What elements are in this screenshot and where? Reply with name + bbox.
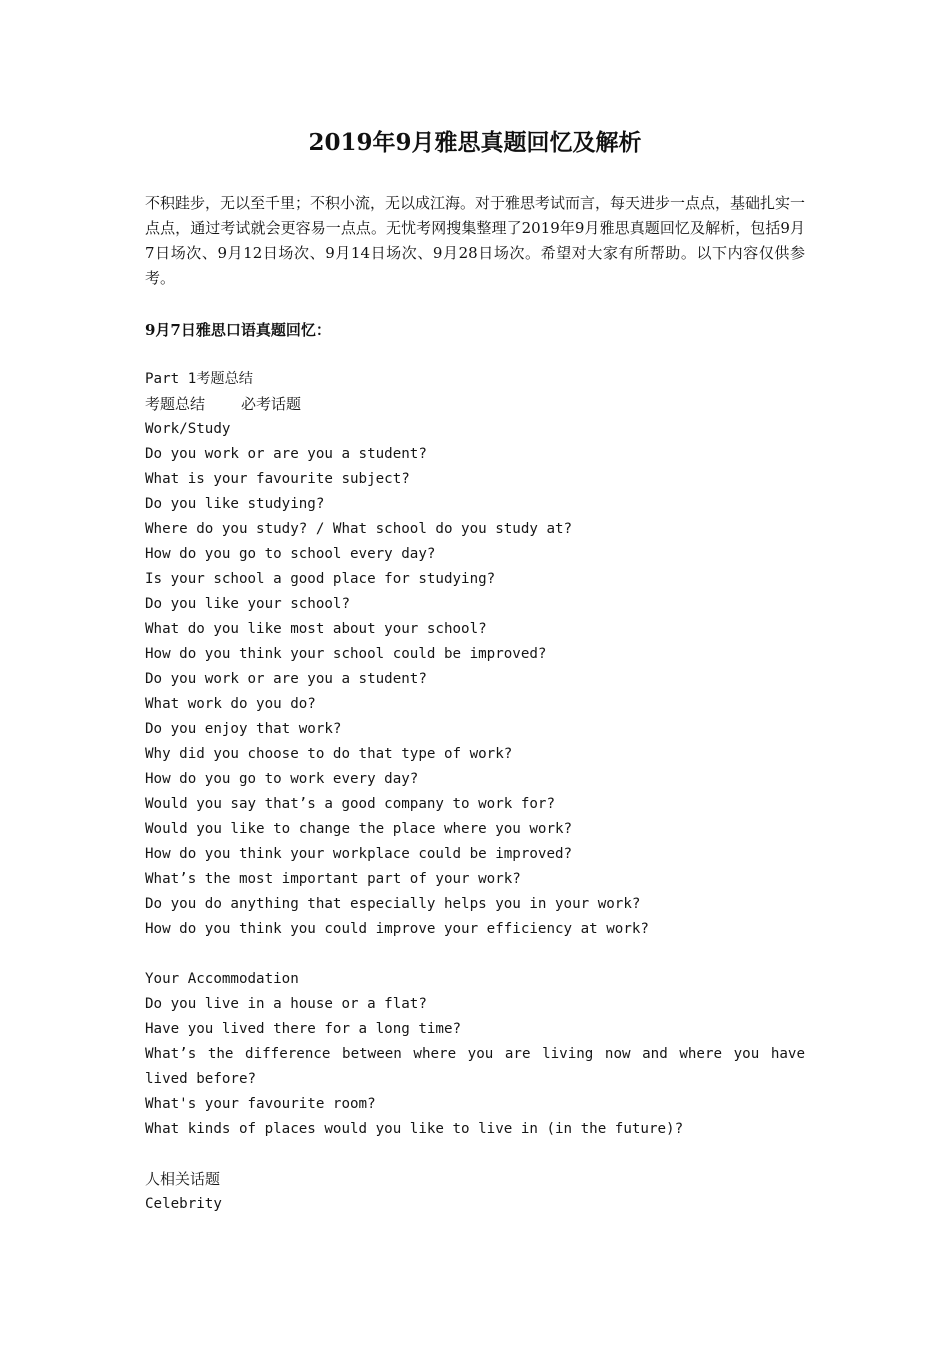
part1-heading: Part 1考题总结 [145,371,253,387]
list-item-continuation: lived before? [145,1071,257,1087]
list-item: What's your favourite room? [145,1096,376,1112]
part1-subheading: 考题总结 必考话题 [145,395,302,413]
topic-label-accommodation: Your Accommodation [145,971,299,987]
list-item: Is your school a good place for studying? [145,571,496,587]
list-item: Do you live in a house or a flat? [145,996,427,1012]
list-item: How do you think your school could be improved? [145,646,547,662]
topic-celebrity: Celebrity [145,1196,222,1212]
topic-label-people: 人相关话题 [145,1170,221,1188]
list-item: Would you say that’s a good company to work for? [145,796,555,812]
list-item: How do you think you could improve your efficiency at work? [145,921,649,937]
part1-content [145,367,805,1217]
list-item: What’s the most important part of your work? [145,871,521,887]
list-item: How do you go to work every day? [145,771,419,787]
list-item: Do you enjoy that work? [145,721,342,737]
blank-line [145,1142,805,1167]
section-heading: 9月7日雅思口语真题回忆： [145,321,331,339]
list-item: Do you like your school? [145,596,350,612]
list-item: How do you go to school every day? [145,546,436,562]
list-item: What do you like most about your school? [145,621,487,637]
work-study-question-list [145,442,805,942]
list-item: Do you do anything that especially helps you in your work? [145,896,641,912]
topic-label-work-study: Work/Study [145,421,231,437]
list-item: Why did you choose to do that type of work? [145,746,513,762]
list-item: What work do you do? [145,696,316,712]
document-title: 2019年9月雅思真题回忆及解析 [308,129,642,156]
list-item: Do you work or are you a student? [145,446,427,462]
blank-line [145,942,805,967]
accommodation-question-list [145,992,805,1142]
list-item: What is your favourite subject? [145,471,410,487]
list-item: What kinds of places would you like to live in (in the future)? [145,1121,684,1137]
intro-paragraph: 不积跬步，无以至千里；不积小流，无以成江海。对于雅思考试而言，每天进步一点点，基础扎实一点点，通过考试就会更容易一点点。无忧考网搜集整理了2019年9月雅思真题回忆及解析，包括9月7日场次、9月12日场次、9月14日场次、9月28日场次。希望对大家有所帮助。以下内容仅供参考。 [145,194,806,287]
list-item: Where do you study? / What school do you study at? [145,521,573,537]
list-item: Do you work or are you a student? [145,671,427,687]
list-item: What’s the difference between where you are living now and where you have [145,1046,805,1062]
list-item: Do you like studying? [145,496,325,512]
list-item: How do you think your workplace could be improved? [145,846,573,862]
list-item: Have you lived there for a long time? [145,1021,462,1037]
list-item: Would you like to change the place where you work? [145,821,573,837]
